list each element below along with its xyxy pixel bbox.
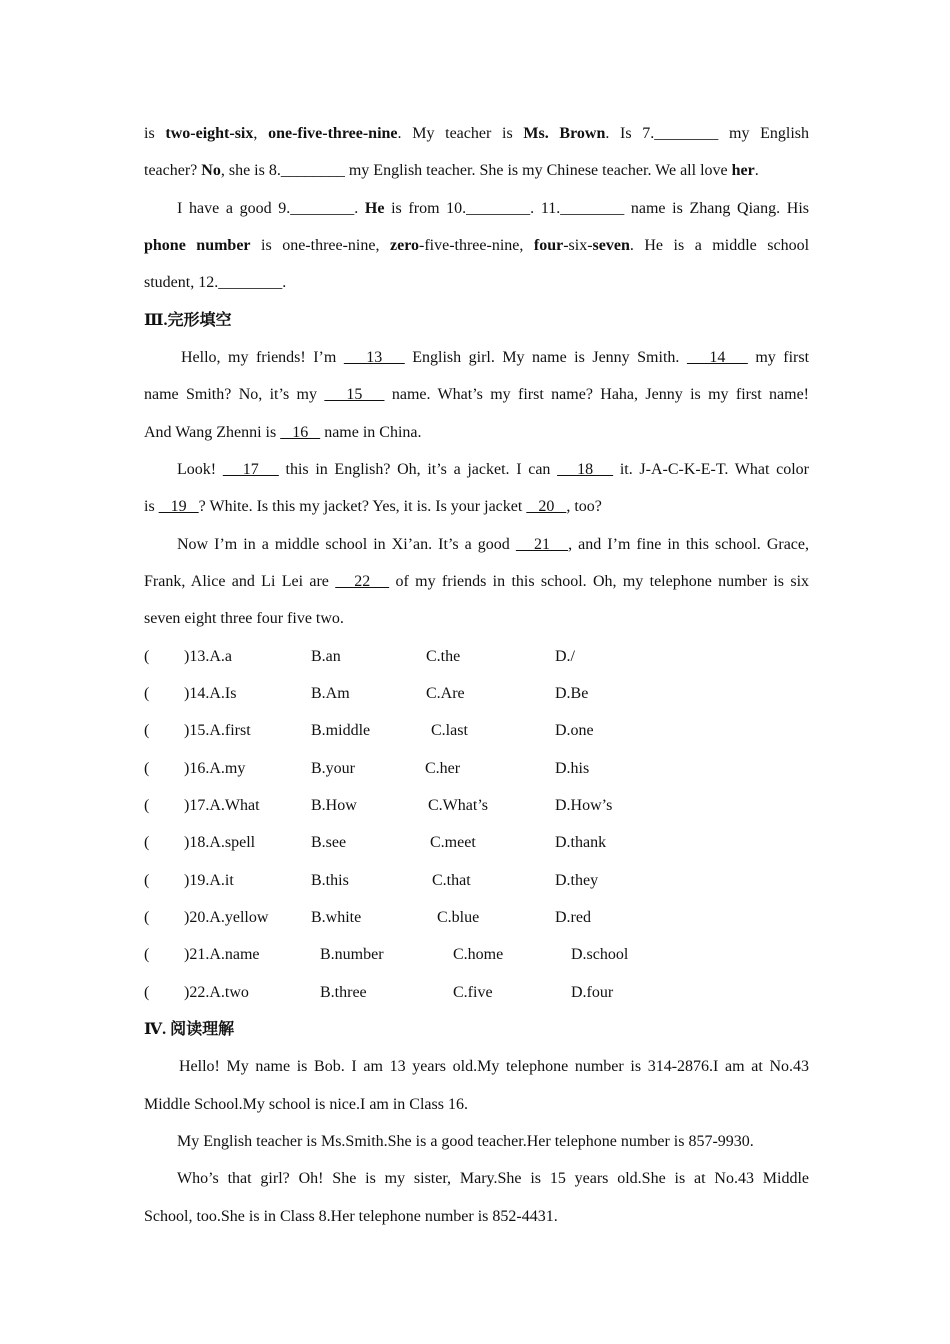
answer-paren: ( — [144, 872, 150, 889]
option-d: D.one — [555, 722, 594, 739]
option-a: )19.A.it — [184, 872, 234, 889]
option-d: D.How’s — [555, 797, 613, 814]
answer-paren: ( — [144, 984, 150, 1001]
option-c: C.her — [425, 760, 461, 777]
reading-line: My English teacher is Ms.Smith.She is a good teacher.Her telephone number is 857-9930. — [177, 1133, 754, 1150]
blank-14: 14 — [686, 349, 748, 366]
option-c: C.blue — [437, 909, 480, 926]
answer-paren: ( — [144, 722, 150, 739]
reading-line: Middle School.My school is nice.I am in Class 16. — [144, 1096, 468, 1113]
passage-line: teacher? No, she is 8.________ my English teacher. She is my Chinese teacher. We all love her. — [144, 162, 759, 179]
cloze-line: seven eight three four five two. — [144, 610, 344, 627]
option-b: B.How — [311, 797, 357, 814]
option-a: )15.A.first — [184, 722, 251, 739]
option-d: D.they — [555, 872, 599, 889]
option-c: C.that — [432, 872, 471, 889]
option-b: B.an — [311, 648, 341, 665]
cloze-line: Now I’m in a middle school in Xi’an. It’s a good 21 , and I’m fine in this school. Grace, — [177, 536, 810, 553]
option-c: C.Are — [426, 685, 465, 702]
blank-13: 13 — [343, 349, 405, 366]
option-row — [144, 721, 809, 741]
cloze-line: Frank, Alice and Li Lei are 22 of my friends in this school. Oh, my telephone number is six — [144, 573, 810, 590]
passage-line: is two-eight-six, one-five-three-nine. My teacher is Ms. Brown. Is 7.________ my English — [144, 125, 810, 142]
option-row — [144, 945, 809, 965]
answer-paren: ( — [144, 909, 150, 926]
option-row — [144, 908, 809, 928]
option-c: C.last — [431, 722, 468, 739]
answer-paren: ( — [144, 648, 150, 665]
passage-line: student, 12.________. — [144, 274, 287, 291]
option-row — [144, 759, 809, 779]
cloze-line: And Wang Zhenni is 16 name in China. — [144, 424, 422, 441]
answer-paren: ( — [144, 946, 150, 963]
option-b: B.Am — [311, 685, 350, 702]
reading-line: Who’s that girl? Oh! She is my sister, Mary.She is 15 years old.She is at No.43 Middle — [177, 1170, 809, 1187]
option-a: )18.A.spell — [184, 834, 256, 851]
section-title-reading: Ⅳ. 阅读理解 — [144, 1021, 235, 1038]
cloze-line: name Smith? No, it’s my 15 name. What’s my first name? Haha, Jenny is my first name! — [144, 386, 810, 403]
option-a: )14.A.Is — [184, 685, 237, 702]
option-d: D.his — [555, 760, 590, 777]
option-c: C.five — [453, 984, 493, 1001]
blank-19: 19 — [158, 498, 199, 515]
option-b: B.middle — [311, 722, 371, 739]
option-b: B.number — [320, 946, 384, 963]
option-c: C.What’s — [428, 797, 488, 814]
option-b: B.three — [320, 984, 367, 1001]
cloze-line: is 19 ? White. Is this my jacket? Yes, it is. Is your jacket 20 , too? — [144, 498, 602, 515]
option-row — [144, 796, 809, 816]
blank-17: 17 — [222, 461, 279, 478]
option-d: D./ — [555, 648, 575, 665]
answer-paren: ( — [144, 834, 150, 851]
option-d: D.red — [555, 909, 591, 926]
option-row — [144, 983, 809, 1003]
option-row — [144, 647, 809, 667]
blank-16: 16 — [280, 424, 321, 441]
option-row — [144, 684, 809, 704]
option-b: B.white — [311, 909, 362, 926]
option-a: )22.A.two — [184, 984, 249, 1001]
answer-paren: ( — [144, 760, 150, 777]
option-c: C.home — [453, 946, 504, 963]
option-c: C.the — [426, 648, 461, 665]
blank-21: 21 — [515, 536, 569, 553]
cloze-line: Hello, my friends! I’m 13 English girl. My name is Jenny Smith. 14 my first — [181, 349, 810, 366]
option-a: )17.A.What — [184, 797, 260, 814]
option-a: )16.A.my — [184, 760, 246, 777]
option-row — [144, 871, 809, 891]
option-b: B.your — [311, 760, 355, 777]
passage-line: phone number is one-three-nine, zero-five-three-nine, four-six-seven. He is a middle school — [144, 237, 810, 254]
option-a: )20.A.yellow — [184, 909, 269, 926]
answer-paren: ( — [144, 685, 150, 702]
cloze-line: Look! 17 this in English? Oh, it’s a jacket. I can 18 it. J-A-C-K-E-T. What color — [177, 461, 810, 478]
reading-line: Hello! My name is Bob. I am 13 years old.My telephone number is 314-2876.I am at No.43 — [179, 1058, 809, 1075]
passage-line: I have a good 9.________. He is from 10.________. 11.________ name is Zhang Qiang. His — [177, 200, 809, 217]
blank-22: 22 — [335, 573, 390, 590]
option-d: D.school — [571, 946, 629, 963]
option-a: )21.A.name — [184, 946, 260, 963]
option-b: B.this — [311, 872, 349, 889]
blank-18: 18 — [557, 461, 614, 478]
section-title-cloze: Ⅲ.完形填空 — [144, 312, 232, 329]
option-row — [144, 833, 809, 853]
option-d: D.thank — [555, 834, 607, 851]
reading-line: School, too.She is in Class 8.Her telephone number is 852-4431. — [144, 1208, 558, 1225]
option-d: D.Be — [555, 685, 589, 702]
option-a: )13.A.a — [184, 648, 232, 665]
option-d: D.four — [571, 984, 614, 1001]
blank-15: 15 — [324, 386, 385, 403]
option-b: B.see — [311, 834, 347, 851]
option-c: C.meet — [430, 834, 476, 851]
blank-20: 20 — [526, 498, 567, 515]
answer-paren: ( — [144, 797, 150, 814]
